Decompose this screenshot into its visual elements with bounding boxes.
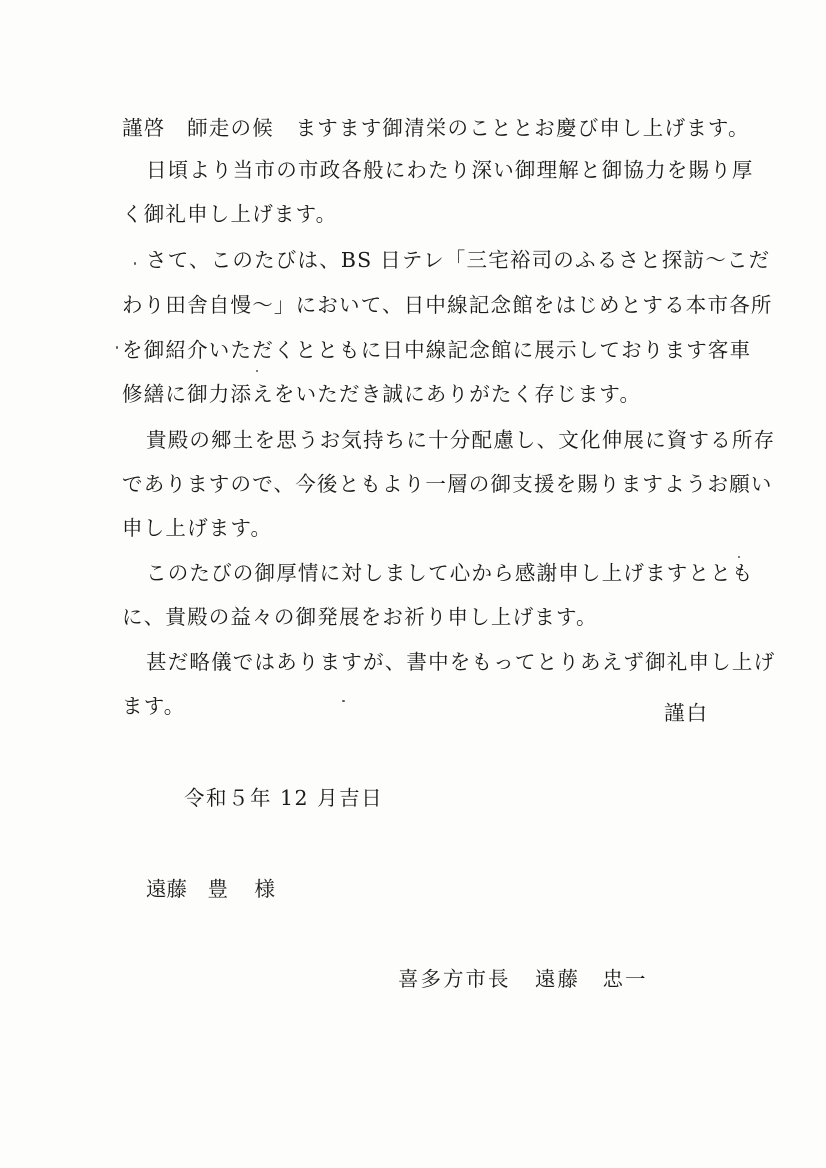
- sender: [398, 962, 664, 992]
- addressee: [146, 872, 295, 902]
- letter-line-3: く御礼申し上げます。: [122, 202, 338, 226]
- scan-speck: [116, 346, 118, 349]
- letter-line-5: わり田舎自慢〜」において、日中線記念館をはじめとする本市各所: [122, 293, 773, 317]
- scan-speck: [738, 556, 740, 558]
- closing-phrase: 謹白: [664, 701, 709, 725]
- letter-line-2: 日頃より当市の市政各般にわたり深い御理解と御協力を賜り厚: [146, 158, 754, 182]
- letter-line-10: 申し上げます。: [122, 516, 273, 540]
- letter-line-8: 貴殿の郷土を思うお気持ちに十分配慮し、文化伸展に資する所存: [146, 428, 776, 452]
- letter-line-13: 甚だ略儀ではありますが、書中をもってとりあえず御礼申し上げ: [146, 650, 776, 674]
- scan-speck: [342, 700, 345, 702]
- letter-line-7: 修繕に御力添えをいただき誠にありがたく存じます。: [122, 382, 642, 406]
- addressee-name: 遠藤 豊: [146, 877, 228, 901]
- letter-line-9: でありますので、今後ともより一層の御支援を賜りますようお願い: [122, 472, 773, 496]
- scan-speck: [134, 262, 136, 265]
- letter-line-1: 謹啓 師走の候 ますます御清栄のこととお慶び申し上げます。: [122, 116, 750, 140]
- scan-speck: [256, 370, 258, 372]
- letter-line-4: さて、このたびは、BS 日テレ「三宅裕司のふるさと探訪〜こだ: [146, 248, 771, 272]
- addressee-honorific: 様: [254, 877, 276, 901]
- sender-title: 喜多方市長: [398, 967, 511, 991]
- letter-line-12: に、貴殿の益々の御発展をお祈り申し上げます。: [122, 605, 598, 629]
- letter-line-14: ます。: [122, 694, 186, 718]
- sender-name: 遠藤 忠一: [535, 967, 648, 991]
- letter-line-6: を御紹介いただくとともに日中線記念館に展示しております客車: [122, 338, 752, 362]
- letter-line-11: このたびの御厚情に対しまして心から感謝申し上げますととも: [146, 561, 754, 585]
- letter-date: 令和５年 12 月吉日: [184, 786, 384, 810]
